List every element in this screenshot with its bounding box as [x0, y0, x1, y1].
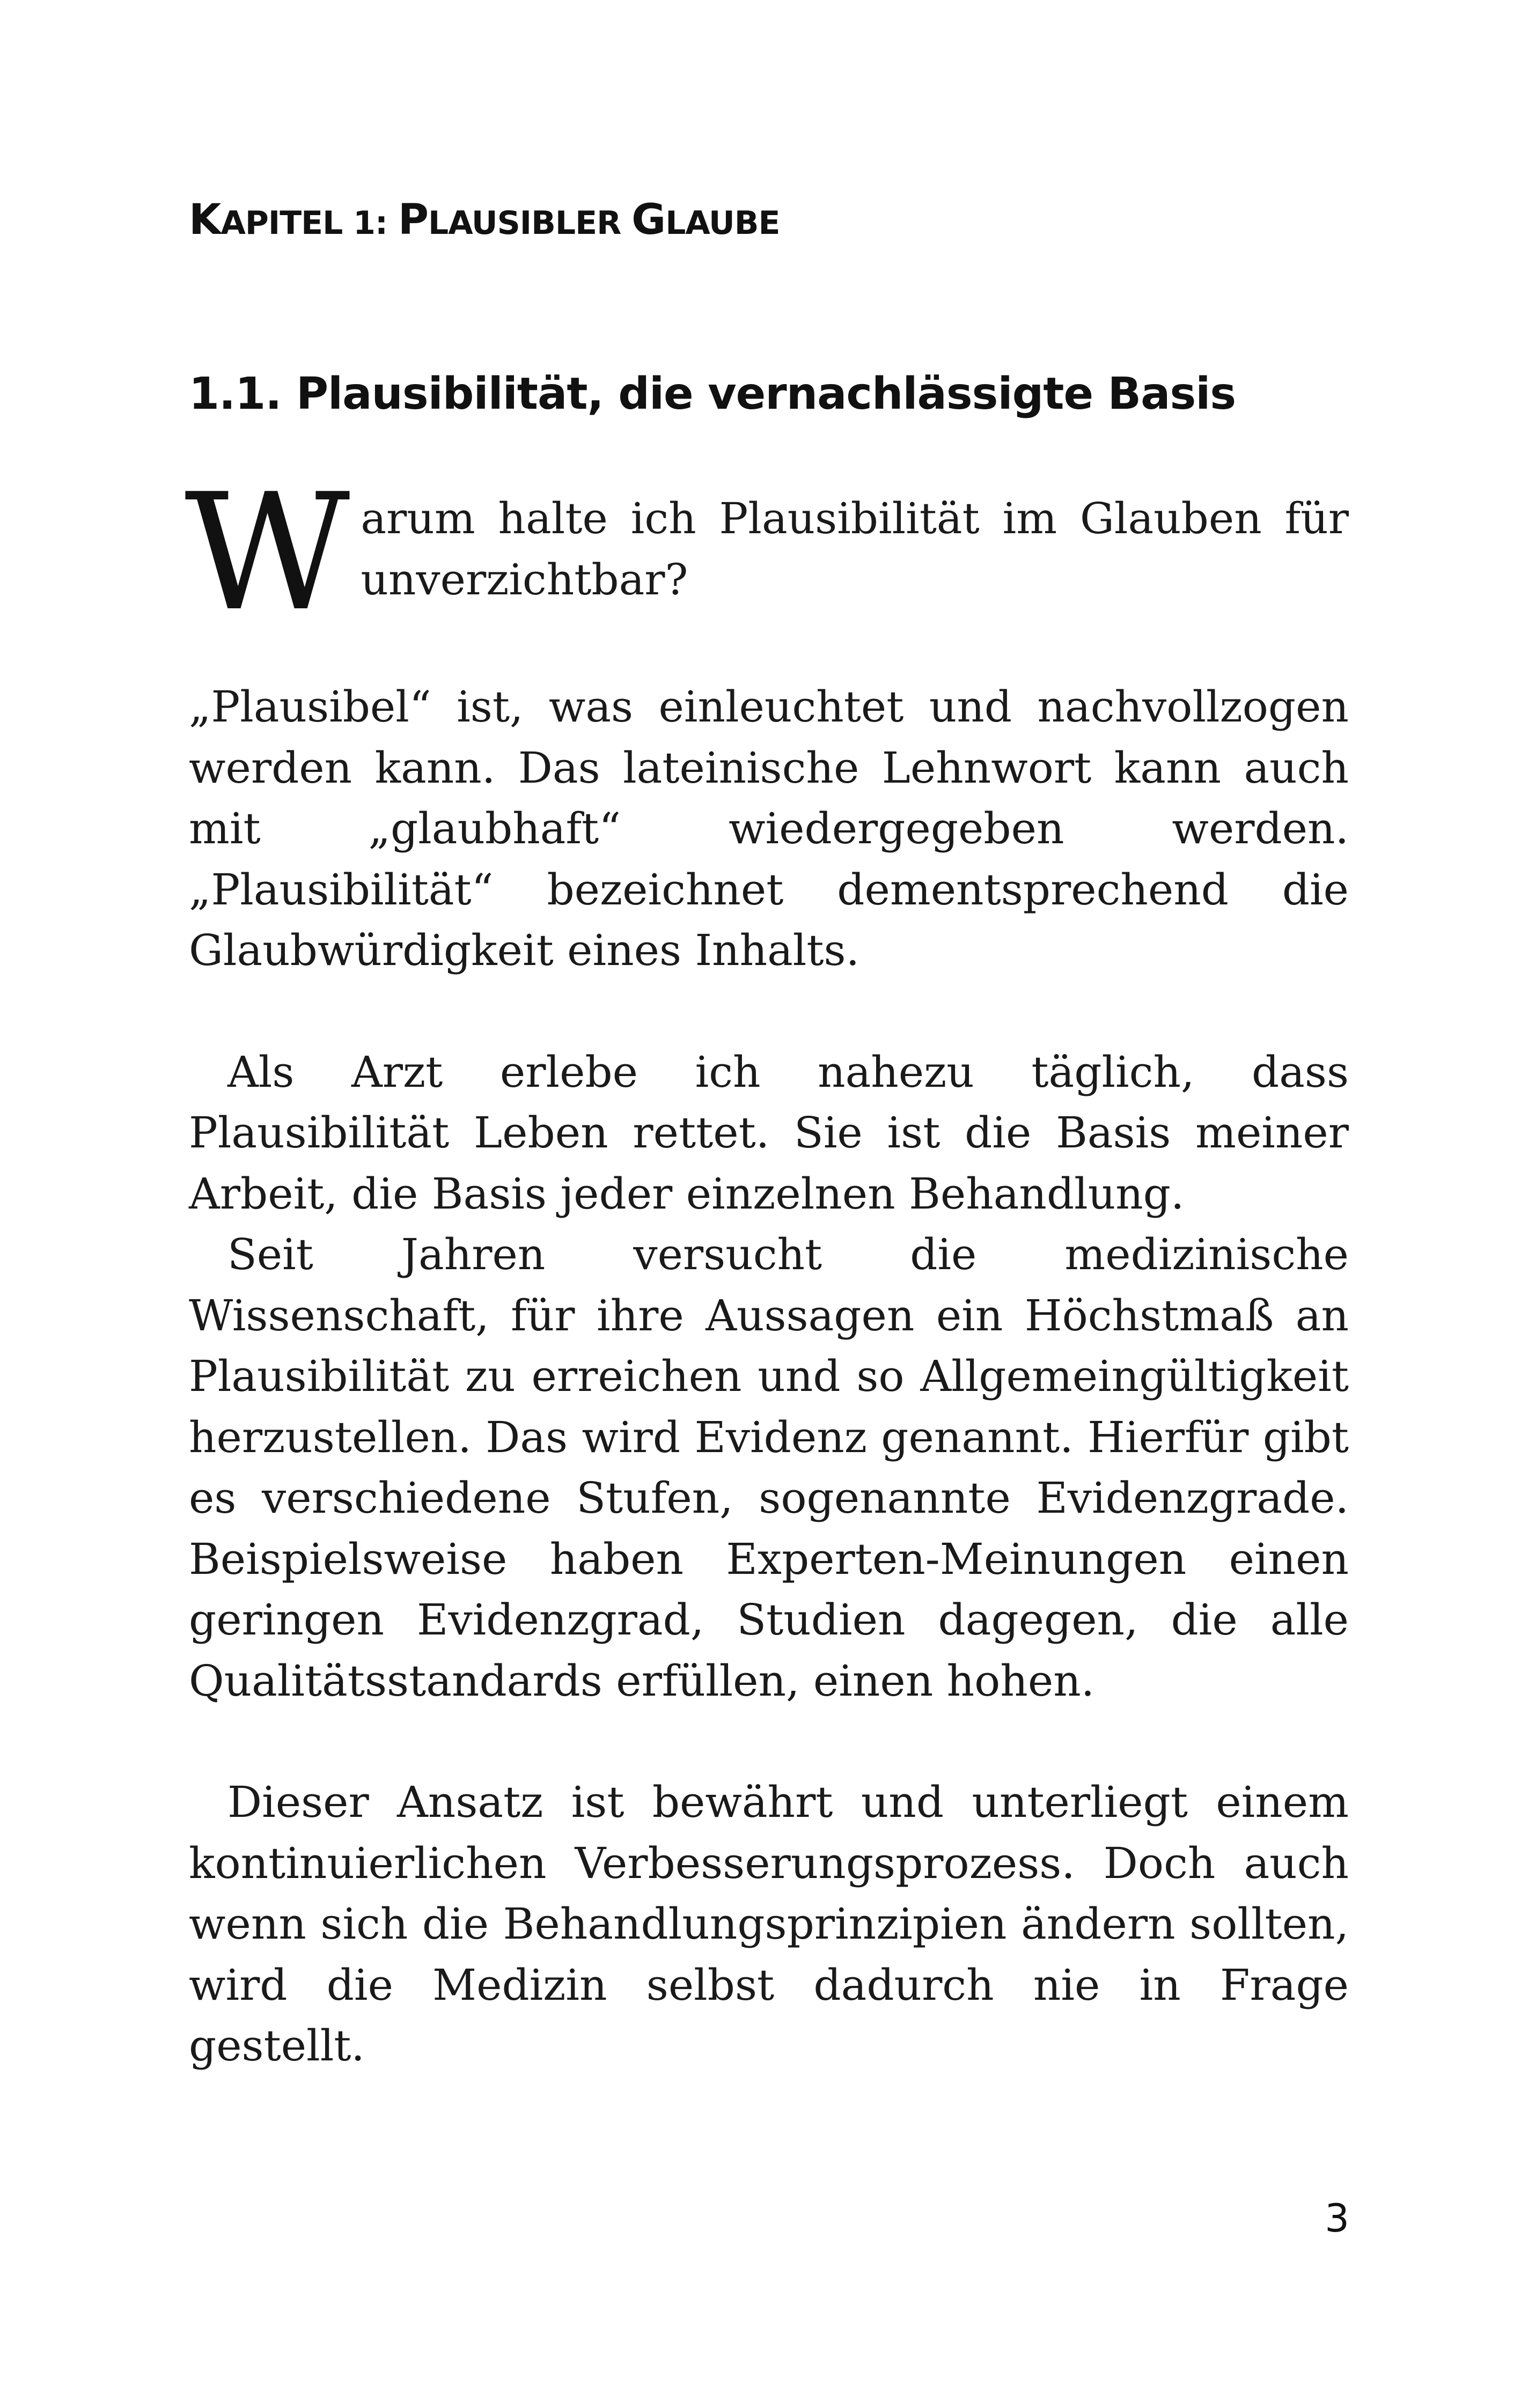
- paragraph-arzt: Als Arzt erlebe ich nahezu täglich, dass Plausibilität Leben rettet. Sie ist die Basis meiner Arbeit, die Basis jeder einzelnen Behandlung.: [189, 1047, 1349, 1219]
- body-text: [185, 459, 1349, 2076]
- chapter-title: [189, 193, 780, 250]
- drop-cap: W: [185, 459, 350, 646]
- paragraph-evidenz: Seit Jahren versucht die medizinische Wissenschaft, für ihre Aussagen ein Höchstmaß an Plausibilität zu erreichen und so Allgemeingültigkeit herzustellen. Das wird Evidenz genannt. Hierfür gibt es verschiedene Stufen, sogenannte Evidenzgrade. Beispielsweise haben Experten-Meinungen einen geringen Evidenzgrad, Studien dagegen, die alle Qualitätsstandards erfüllen, einen hohen.: [189, 1229, 1349, 1706]
- chapter-title-part-3: LAUBE: [665, 204, 780, 242]
- chapter-title-cap-2: P: [398, 196, 429, 244]
- chapter-title-cap-3: G: [631, 196, 666, 244]
- section-title: 1.1. Plausibilität, die vernachlässigte Basis: [189, 369, 1236, 419]
- chapter-title-part-1: APITEL 1:: [221, 204, 398, 242]
- page-number: 3: [1325, 2196, 1349, 2241]
- chapter-title-part-2: LAUSIBLER: [428, 204, 632, 242]
- chapter-title-cap-1: K: [189, 196, 221, 244]
- paragraph-gap: [189, 981, 1349, 1042]
- paragraph-plausibel: „Plausibel“ ist, was einleuchtet und nachvollzogen werden kann. Das lateinische Lehnwort kann auch mit „glaubhaft“ wiedergegeben werden. „Plausibilität“ bezeichnet dementsprechend die Glaubwürdigkeit eines Inhalts.: [189, 682, 1349, 975]
- lead-paragraph-text: arum halte ich Plausibilität im Glauben für unverzichtbar?: [361, 494, 1349, 605]
- paragraph-gap: [189, 1711, 1349, 1772]
- paragraph-gap: [189, 616, 1349, 676]
- paragraph-ansatz: Dieser Ansatz ist bewährt und unterliegt einem kontinuierlichen Verbesserungsprozess. Doch auch wenn sich die Behandlungsprinzipien ändern sollten, wird die Medizin selbst dadurch nie in Frage gestellt.: [189, 1777, 1349, 2071]
- lead-paragraph: [185, 459, 1349, 646]
